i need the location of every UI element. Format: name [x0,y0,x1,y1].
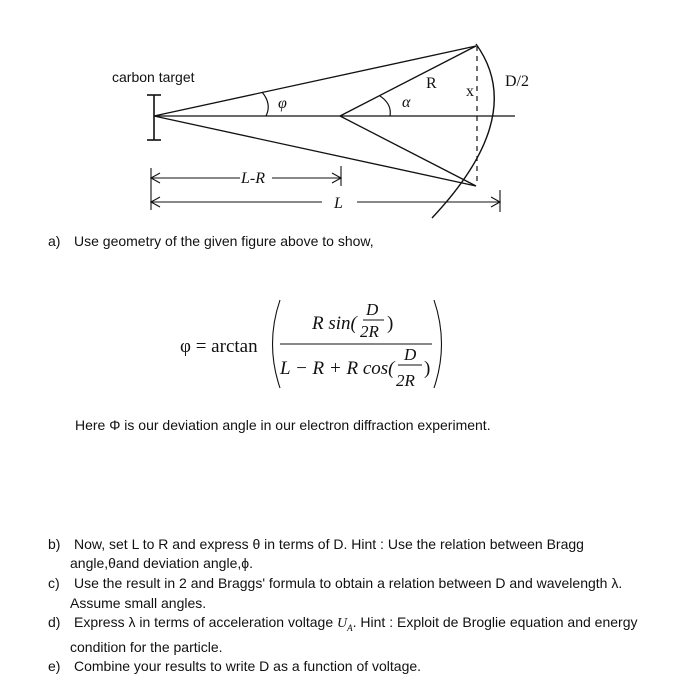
part-d-line1-pre: Express λ in terms of acceleration voltage [74,614,338,630]
r-label: R [426,75,437,92]
phi-formula [170,292,470,397]
part-a-text: Use geometry of the given figure above to show, [74,233,374,249]
part-a-label: a) [48,233,61,249]
part-e-text: Combine your results to write D as a function of voltage. [74,658,422,674]
voltage-variable [337,616,353,631]
denominator-d: D [404,345,417,364]
part-b-line1: Now, set L to R and express θ in terms of D. Hint : Use the relation between Bragg [74,536,584,552]
geometry-figure [0,0,688,220]
phi-angle-arc [262,92,268,116]
part-d-line2: condition for the particle. [70,639,223,655]
part-b-label: b) [48,536,61,552]
part-e-label: e) [48,658,61,674]
part-d-line1-post: . Hint : Exploit de Broglie equation and energy [352,614,638,630]
part-c-label: c) [48,575,60,591]
part-c-line2: Assume small angles. [70,595,207,611]
alpha-label: α [402,94,411,111]
formula-left-paren [273,300,281,388]
deviation-angle-note: Here Φ is our deviation angle in our electron diffraction experiment. [75,417,491,433]
denominator-close: ) [424,358,431,379]
part-b-line2: angle,θand deviation angle,ϕ. [70,555,253,571]
numerator-r-sin: R sin( [312,313,357,334]
d-half-label: D/2 [505,73,529,90]
screen-arc [432,44,494,218]
l-label: L [334,195,343,212]
part-d-label: d) [48,614,61,630]
part-c-line1: Use the result in 2 and Braggs' formula to obtain a relation between D and wavelength λ. [74,575,623,591]
voltage-u: U [337,616,348,631]
voltage-subscript: A [347,622,353,633]
numerator-2r: 2R [360,322,379,341]
ray-lower-center [340,116,476,186]
formula-lhs: φ = arctan [180,336,258,357]
denominator-2r: 2R [396,371,415,390]
ray-lower-target [154,116,476,186]
alpha-angle-arc [380,96,390,116]
carbon-target-label: carbon target [112,69,195,85]
denominator-prefix: L − R + R cos( [280,358,395,379]
numerator-close: ) [387,313,394,334]
formula-right-paren [434,300,442,388]
part-d-line1 [74,614,638,633]
phi-label: φ [278,95,287,112]
l-minus-r-label: L-R [241,170,265,187]
numerator-d: D [366,300,379,319]
x-label: x [466,83,474,100]
